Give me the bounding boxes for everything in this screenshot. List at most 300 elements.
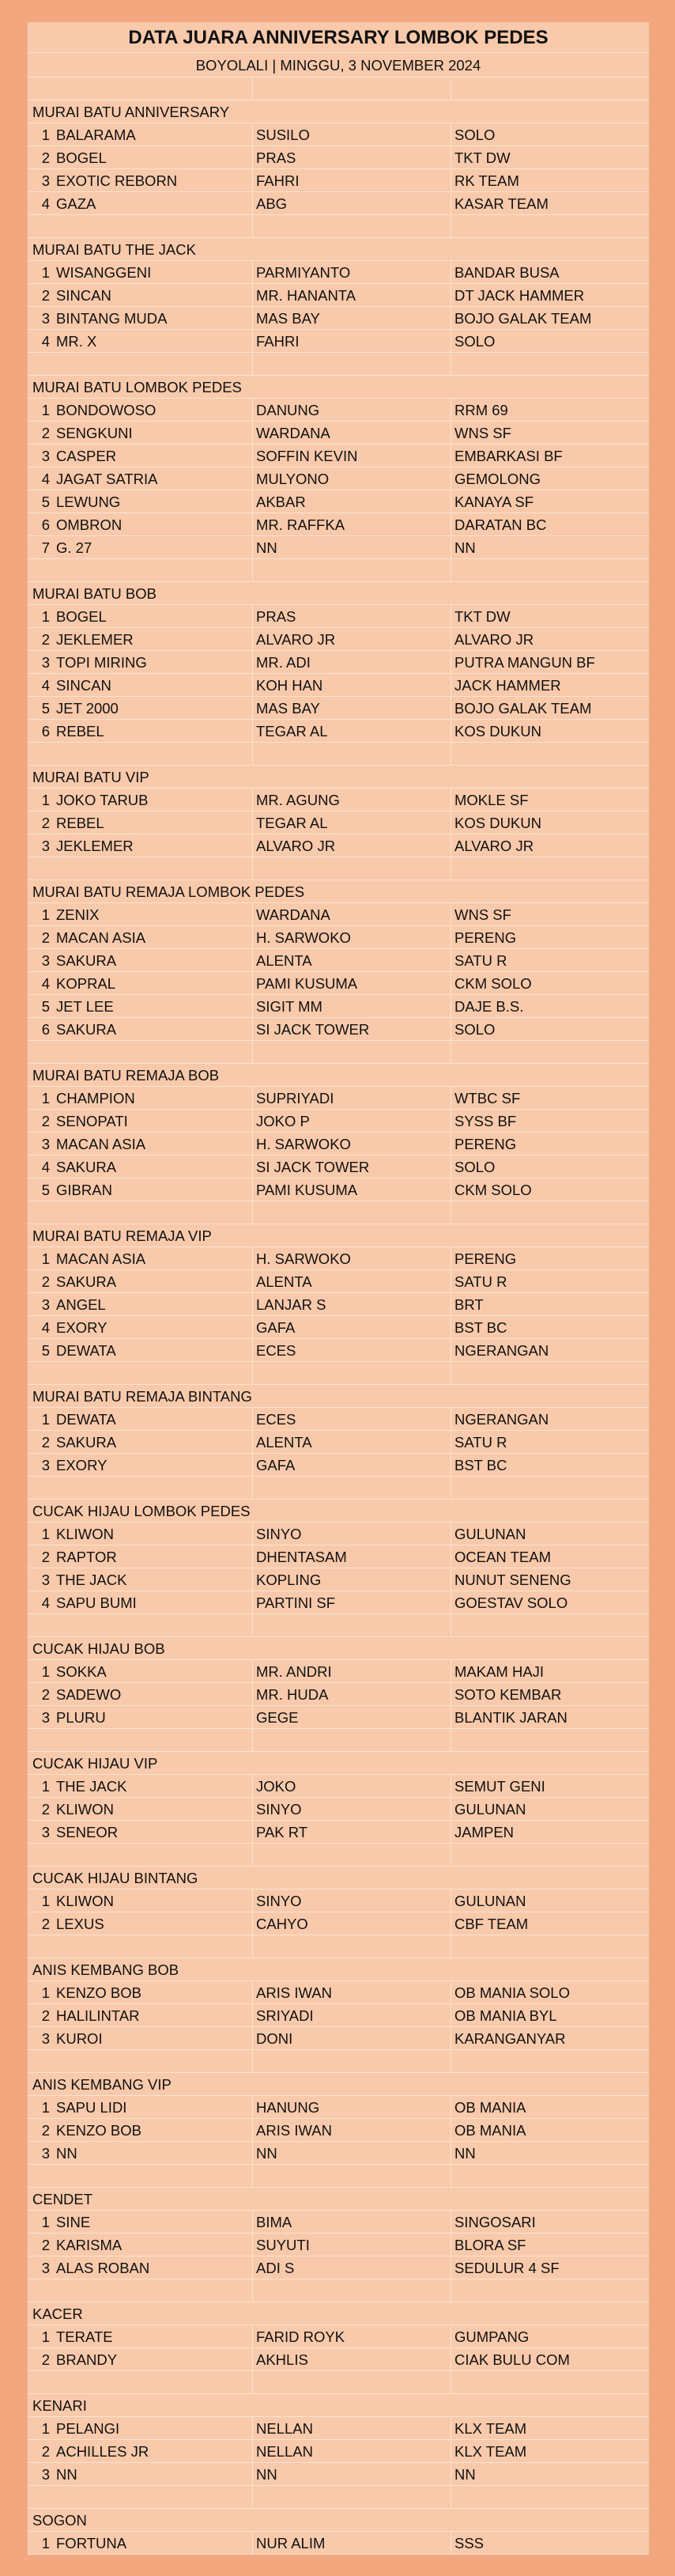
owner-cell: SINYO [253, 1889, 451, 1912]
spacer-cell [28, 1477, 56, 1499]
team-cell: SATU R [454, 1434, 507, 1451]
spacer-cell [56, 743, 253, 765]
spacer-cell [451, 1201, 649, 1224]
team-cell: ALVARO JR [454, 838, 534, 854]
bird-name-cell: KENZO BOB [56, 1981, 253, 2003]
owner-cell: PAMI KUSUMA [253, 972, 451, 994]
rank-cell: 5 [41, 1182, 50, 1198]
spacer-row [28, 2371, 649, 2394]
team-cell: SATU R [454, 952, 507, 969]
table-row [28, 1454, 649, 1477]
rank-cell: 2 [41, 287, 50, 304]
spacer-cell [253, 1041, 451, 1063]
owner-cell: MR. ADI [253, 651, 451, 673]
spacer-row [28, 1201, 649, 1224]
bird-name-cell: WISANGGENI [56, 261, 253, 283]
team-cell: SOLO [454, 1159, 496, 1175]
team-cell: WNS SF [454, 425, 511, 441]
bird-name-cell: DEWATA [56, 1408, 253, 1430]
spacer-cell [56, 2279, 253, 2302]
rank-cell: 1 [41, 1893, 50, 1909]
table-row [28, 811, 649, 834]
owner-cell: H. SARWOKO [253, 1247, 451, 1269]
spacer-row [28, 857, 649, 880]
owner-cell: FAHRI [253, 169, 451, 191]
team-cell: NUNUT SENENG [454, 1572, 571, 1588]
team-cell: WTBC SF [454, 1090, 521, 1106]
category-name: MURAI BATU LOMBOK PEDES [32, 379, 242, 395]
spacer-row [28, 1477, 649, 1500]
rank-cell: 2 [41, 425, 50, 441]
owner-cell: SUSILO [253, 123, 451, 146]
spacer-cell [451, 2371, 649, 2393]
spacer-cell [253, 743, 451, 765]
rank-cell: 1 [41, 1411, 50, 1428]
team-cell: BOJO GALAK TEAM [454, 310, 592, 327]
spacer-cell [56, 215, 253, 237]
team-cell: ALVARO JR [454, 631, 534, 648]
bird-name-cell: SAKURA [56, 1431, 253, 1453]
team-cell: EMBARKASI BF [454, 448, 563, 464]
spacer-cell [28, 1729, 56, 1751]
table-row [28, 169, 649, 192]
spacer-cell [56, 2050, 253, 2072]
owner-cell: NN [253, 536, 451, 558]
rank-cell: 4 [41, 1594, 50, 1611]
bird-name-cell: SADEWO [56, 1683, 253, 1705]
table-row [28, 1798, 649, 1821]
spacer-cell [56, 1614, 253, 1636]
category-name: CUCAK HIJAU BINTANG [32, 1870, 198, 1886]
owner-cell: PAMI KUSUMA [253, 1178, 451, 1201]
owner-cell: PARTINI SF [253, 1591, 451, 1613]
category-heading [28, 880, 649, 903]
spacer-cell [451, 1041, 649, 1063]
table-row [28, 789, 649, 811]
table-row [28, 1889, 649, 1912]
spacer-row [28, 1844, 649, 1867]
rank-cell: 3 [41, 1296, 50, 1313]
table-row [28, 284, 649, 307]
table-row [28, 1156, 649, 1178]
bird-name-cell: RAPTOR [56, 1545, 253, 1568]
rank-cell: 3 [41, 838, 50, 854]
rank-cell: 5 [41, 1342, 50, 1359]
bird-name-cell: BINTANG MUDA [56, 307, 253, 329]
rank-cell: 4 [41, 677, 50, 694]
category-name: CUCAK HIJAU BOB [32, 1640, 165, 1657]
category-name: MURAI BATU REMAJA BINTANG [32, 1388, 252, 1405]
team-cell: SATU R [454, 1273, 507, 1290]
category-name: MURAI BATU ANNIVERSARY [32, 104, 230, 120]
table-row [28, 444, 649, 467]
spacer-row [28, 743, 649, 766]
spacer-cell [56, 1477, 253, 1499]
table-row [28, 949, 649, 972]
team-cell: GUMPANG [454, 2328, 530, 2345]
category-name: MURAI BATU REMAJA BOB [32, 1067, 220, 1084]
owner-cell: LANJAR S [253, 1293, 451, 1315]
bird-name-cell: LEWUNG [56, 490, 253, 513]
table-row [28, 192, 649, 215]
spacer-cell [253, 1614, 451, 1636]
team-cell: BLANTIK JARAN [454, 1709, 568, 1726]
owner-cell: PARMIYANTO [253, 261, 451, 283]
owner-cell: DHENTASAM [253, 1545, 451, 1568]
table-row [28, 2417, 649, 2440]
team-cell: DARATAN BC [454, 516, 547, 533]
spacer-cell [28, 1201, 56, 1224]
spacer-cell [451, 353, 649, 375]
spacer-cell [253, 857, 451, 879]
table-row [28, 674, 649, 697]
table-row [28, 972, 649, 995]
owner-cell: WARDANA [253, 903, 451, 925]
team-cell: GOESTAV SOLO [454, 1594, 568, 1611]
owner-cell: ECES [253, 1339, 451, 1361]
team-cell: KOS DUKUN [454, 723, 541, 740]
category-heading [28, 1867, 649, 1889]
table-row [28, 1110, 649, 1133]
team-cell: SEDULUR 4 SF [454, 2260, 560, 2276]
bird-name-cell: KLIWON [56, 1798, 253, 1820]
owner-cell: ALVARO JR [253, 628, 451, 650]
bird-name-cell: GIBRAN [56, 1178, 253, 1201]
spacer-cell [56, 1041, 253, 1063]
table-row [28, 1660, 649, 1683]
team-cell: NN [454, 539, 476, 556]
spacer-cell [451, 2165, 649, 2187]
spacer-cell [253, 559, 451, 581]
bird-name-cell: SENGKUNI [56, 422, 253, 444]
owner-cell: ECES [253, 1408, 451, 1430]
rank-cell: 2 [41, 1113, 50, 1129]
bird-name-cell: GAZA [56, 192, 253, 214]
rank-cell: 2 [41, 929, 50, 946]
rank-cell: 5 [41, 700, 50, 717]
rank-cell: 2 [41, 1686, 50, 1703]
bird-name-cell: KUROI [56, 2027, 253, 2049]
spacer-cell [28, 1362, 56, 1384]
team-cell: DT JACK HAMMER [454, 287, 585, 304]
bird-name-cell: PELANGI [56, 2417, 253, 2439]
bird-name-cell: SINCAN [56, 284, 253, 306]
table-row [28, 2096, 649, 2119]
table-row [28, 1293, 649, 1316]
table-row [28, 1912, 649, 1935]
rank-cell: 2 [41, 631, 50, 648]
team-cell: GULUNAN [454, 1526, 526, 1542]
team-cell: JAMPEN [454, 1824, 515, 1840]
bird-name-cell: KOPRAL [56, 972, 253, 994]
table-row [28, 995, 649, 1018]
bird-name-cell: JEKLEMER [56, 628, 253, 650]
page-title: DATA JUARA ANNIVERSARY LOMBOK PEDES [28, 22, 649, 53]
team-cell: BANDAR BUSA [454, 264, 560, 281]
owner-cell: MR. RAFFKA [253, 513, 451, 535]
table-row [28, 2234, 649, 2256]
table-row [28, 536, 649, 559]
rank-cell: 2 [41, 2237, 50, 2253]
table-row [28, 1568, 649, 1591]
team-cell: TKT DW [454, 608, 511, 625]
spacer-row [28, 2486, 649, 2509]
rank-cell: 2 [41, 2443, 50, 2460]
rank-cell: 1 [41, 2214, 50, 2230]
table-row [28, 307, 649, 330]
team-cell: PUTRA MANGUN BF [454, 654, 595, 671]
table-row [28, 1178, 649, 1201]
team-cell: BST BC [454, 1457, 507, 1473]
team-cell: KLX TEAM [454, 2443, 527, 2460]
category-name: CUCAK HIJAU LOMBOK PEDES [32, 1503, 251, 1519]
spacer-cell [28, 2371, 56, 2393]
bird-name-cell: THE JACK [56, 1775, 253, 1797]
team-cell: RK TEAM [454, 172, 519, 189]
owner-cell: ALENTA [253, 1431, 451, 1453]
rank-cell: 3 [41, 2260, 50, 2276]
rank-cell: 1 [41, 1984, 50, 2001]
spacer-cell [451, 559, 649, 581]
rank-cell: 6 [41, 723, 50, 740]
spacer-cell [28, 1041, 56, 1063]
team-cell: JACK HAMMER [454, 677, 561, 694]
bird-name-cell: SAKURA [56, 949, 253, 971]
owner-cell: DANUNG [253, 399, 451, 421]
rank-cell: 3 [41, 2030, 50, 2047]
bird-name-cell: BONDOWOSO [56, 399, 253, 421]
rank-cell: 3 [41, 448, 50, 464]
team-cell: PERENG [454, 1136, 517, 1152]
owner-cell: NELLAN [253, 2417, 451, 2439]
category-heading [28, 238, 649, 261]
spacer-cell [28, 1614, 56, 1636]
team-cell: CIAK BULU COM [454, 2351, 570, 2368]
bird-name-cell: JOKO TARUB [56, 789, 253, 811]
rank-cell: 3 [41, 1824, 50, 1840]
table-row [28, 926, 649, 949]
owner-cell: JOKO [253, 1775, 451, 1797]
spacer-cell [451, 2050, 649, 2072]
bird-name-cell: BOGEL [56, 605, 253, 627]
bird-name-cell: NN [56, 2463, 253, 2485]
rank-cell: 6 [41, 1021, 50, 1038]
team-cell: PERENG [454, 1250, 517, 1267]
spacer-cell [451, 78, 649, 100]
bird-name-cell: ACHILLES JR [56, 2440, 253, 2462]
team-cell: GULUNAN [454, 1893, 526, 1909]
bird-name-cell: G. 27 [56, 536, 253, 558]
table-row [28, 513, 649, 536]
spacer-row [28, 2050, 649, 2073]
table-row [28, 2463, 649, 2486]
category-heading [28, 1064, 649, 1087]
spacer-cell [451, 1362, 649, 1384]
owner-cell: ALENTA [253, 949, 451, 971]
bird-name-cell: HALILINTAR [56, 2004, 253, 2026]
table-row [28, 1133, 649, 1156]
rank-cell: 4 [41, 1159, 50, 1175]
bird-name-cell: MACAN ASIA [56, 1247, 253, 1269]
bird-name-cell: SAKURA [56, 1156, 253, 1178]
rank-cell: 5 [41, 494, 50, 510]
rank-cell: 1 [41, 127, 50, 143]
owner-cell: JOKO P [253, 1110, 451, 1132]
owner-cell: SRIYADI [253, 2004, 451, 2026]
spacer-cell [451, 743, 649, 765]
category-heading [28, 1958, 649, 1981]
owner-cell: MR. ANDRI [253, 1660, 451, 1682]
owner-cell: NUR ALIM [253, 2532, 451, 2554]
bird-name-cell: SENOPATI [56, 1110, 253, 1132]
table-row [28, 2532, 649, 2555]
rank-cell: 2 [41, 1273, 50, 1290]
category-heading [28, 1385, 649, 1408]
table-row [28, 422, 649, 444]
category-heading [28, 376, 649, 399]
rank-cell: 3 [41, 952, 50, 969]
owner-cell: ALVARO JR [253, 834, 451, 857]
bird-name-cell: ZENIX [56, 903, 253, 925]
table-row [28, 1339, 649, 1362]
owner-cell: SOFFIN KEVIN [253, 444, 451, 467]
rank-cell: 2 [41, 1916, 50, 1932]
table-row [28, 1316, 649, 1339]
bird-name-cell: JET 2000 [56, 697, 253, 719]
owner-cell: DONI [253, 2027, 451, 2049]
owner-cell: ARIS IWAN [253, 2119, 451, 2141]
table-row [28, 2142, 649, 2165]
team-cell: KASAR TEAM [454, 195, 549, 212]
bird-name-cell: PLURU [56, 1706, 253, 1728]
team-cell: RRM 69 [454, 402, 508, 418]
spacer-cell [451, 1844, 649, 1866]
rank-cell: 2 [41, 2007, 50, 2024]
team-cell: SOLO [454, 127, 496, 143]
spacer-cell [28, 78, 56, 100]
bird-name-cell: SAKURA [56, 1018, 253, 1040]
rank-cell: 7 [41, 539, 50, 556]
category-heading [28, 2394, 649, 2417]
owner-cell: FAHRI [253, 330, 451, 352]
category-name: SOGON [32, 2512, 87, 2529]
spacer-cell [28, 1844, 56, 1866]
table-row [28, 261, 649, 284]
table-row [28, 2256, 649, 2279]
bird-name-cell: JET LEE [56, 995, 253, 1017]
spacer-cell [253, 1201, 451, 1224]
table-row [28, 605, 649, 628]
category-heading [28, 1500, 649, 1523]
team-cell: CBF TEAM [454, 1916, 529, 1932]
owner-cell: CAHYO [253, 1912, 451, 1935]
bird-name-cell: MACAN ASIA [56, 1133, 253, 1155]
rank-cell: 1 [41, 792, 50, 808]
spacer-cell [253, 1729, 451, 1751]
rank-cell: 4 [41, 471, 50, 487]
bird-name-cell: FORTUNA [56, 2532, 253, 2554]
spacer-cell [253, 2371, 451, 2393]
owner-cell: PRAS [253, 605, 451, 627]
category-name: CENDET [32, 2191, 93, 2207]
table-row [28, 1087, 649, 1110]
spacer-cell [253, 2050, 451, 2072]
category-name: CUCAK HIJAU VIP [32, 1755, 158, 1772]
owner-cell: PAK RT [253, 1821, 451, 1843]
team-cell: CKM SOLO [454, 975, 532, 992]
table-row [28, 2027, 649, 2050]
table-row [28, 720, 649, 743]
table-row [28, 1683, 649, 1706]
table-row [28, 1018, 649, 1041]
rank-cell: 3 [41, 172, 50, 189]
rank-cell: 1 [41, 608, 50, 625]
table-row [28, 651, 649, 674]
rank-cell: 2 [41, 149, 50, 166]
spacer-cell [56, 1844, 253, 1866]
table-row [28, 903, 649, 926]
spacer-cell [253, 78, 451, 100]
bird-name-cell: REBEL [56, 720, 253, 742]
rank-cell: 6 [41, 516, 50, 533]
bird-name-cell: JAGAT SATRIA [56, 467, 253, 490]
owner-cell: NELLAN [253, 2440, 451, 2462]
owner-cell: ABG [253, 192, 451, 214]
owner-cell: TEGAR AL [253, 811, 451, 834]
team-cell: NGERANGAN [454, 1411, 549, 1428]
rank-cell: 3 [41, 654, 50, 671]
spacer-cell [253, 1477, 451, 1499]
table-row [28, 2440, 649, 2463]
table-row [28, 467, 649, 490]
rank-cell: 2 [41, 2351, 50, 2368]
owner-cell: PRAS [253, 146, 451, 168]
spacer-cell [28, 215, 56, 237]
team-cell: GEMOLONG [454, 471, 541, 487]
owner-cell: SINYO [253, 1523, 451, 1545]
category-heading [28, 1637, 649, 1660]
bird-name-cell: SAKURA [56, 1270, 253, 1292]
bird-name-cell: REBEL [56, 811, 253, 834]
spacer-cell [28, 353, 56, 375]
table-row [28, 834, 649, 857]
rank-cell: 1 [41, 402, 50, 418]
bird-name-cell: LEXUS [56, 1912, 253, 1935]
owner-cell: NN [253, 2463, 451, 2485]
owner-cell: GEGE [253, 1706, 451, 1728]
category-heading [28, 582, 649, 605]
owner-cell: AKBAR [253, 490, 451, 513]
spacer-cell [28, 2165, 56, 2187]
team-cell: OB MANIA SOLO [454, 1984, 570, 2001]
table-row [28, 1431, 649, 1454]
table-row [28, 2325, 649, 2348]
team-cell: CKM SOLO [454, 1182, 532, 1198]
team-cell: BOJO GALAK TEAM [454, 700, 592, 717]
team-cell: DAJE B.S. [454, 998, 524, 1015]
spacer-row [28, 1362, 649, 1385]
owner-cell: KOH HAN [253, 674, 451, 696]
team-cell: OB MANIA [454, 2122, 526, 2139]
spacer-row [28, 1614, 649, 1637]
bird-name-cell: BOGEL [56, 146, 253, 168]
spacer-cell [56, 1935, 253, 1958]
spacer-cell [28, 2486, 56, 2508]
results-table [28, 78, 649, 2555]
bird-name-cell: JEKLEMER [56, 834, 253, 857]
spacer-row [28, 1729, 649, 1752]
bird-name-cell: MACAN ASIA [56, 926, 253, 948]
